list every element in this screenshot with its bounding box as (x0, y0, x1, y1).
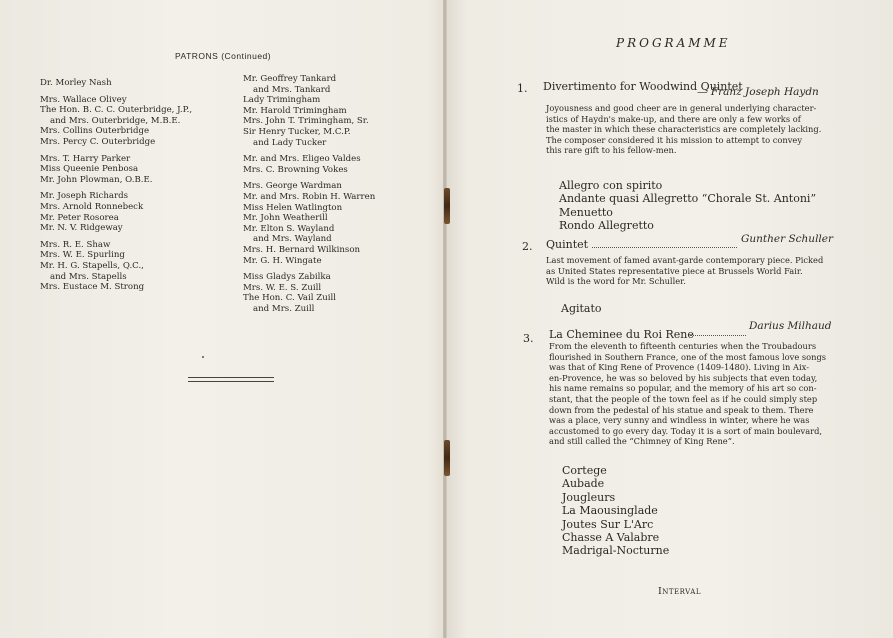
staple-bottom (444, 440, 450, 476)
patron-name: Mrs. George Wardman (243, 181, 342, 192)
description-line: From the eleventh to fifteenth centuries when the Troubadours (549, 341, 817, 351)
patron-name: and Mrs. Wayland (253, 234, 332, 245)
patron-name: Mrs. R. E. Shaw (40, 239, 111, 250)
patron-name: Mrs. T. Harry Parker (40, 153, 131, 164)
item-1-description (546, 103, 836, 156)
patron-name: Mr. Geoffrey Tankard (243, 74, 337, 84)
patron-name: Mr. G. H. Wingate (243, 255, 322, 266)
patron-name: Mr. Elton S. Wayland (243, 223, 335, 234)
patron-name: Sir Henry Tucker, M.C.P. (243, 126, 351, 137)
description-line: and still called the “Chimney of King Rene”. (549, 436, 735, 447)
patron-name: and Mrs. Stapells (50, 271, 127, 282)
description-line: was that of King Rene of Provence (1409-1480). Living in Aix- (549, 362, 810, 373)
patron-name: and Mrs. Outerbridge, M.B.E. (50, 115, 181, 126)
description-line: Wild is the word for Mr. Schuller. (546, 276, 686, 287)
patron-name: Mr. and Mrs. Robin H. Warren (243, 191, 376, 202)
patron-name: Mr. N. V. Ridgeway (40, 223, 123, 234)
patron-name: The Hon. C. Vail Zuill (243, 293, 337, 304)
item-1-movements (559, 179, 816, 233)
patron-name: Mrs. Wallace Olivey (40, 94, 127, 105)
item-2-composer: Gunther Schuller (741, 233, 834, 245)
movement-name: Andante quasi Allegretto “Chorale St. Antoni” (559, 192, 817, 206)
patron-name: Mrs. W. E. S. Zuill (243, 282, 322, 293)
movement-name: Cortege (562, 464, 607, 477)
item-1-number: 1. (517, 82, 528, 95)
item-3-description (549, 341, 839, 447)
description-line: Last movement of famed avant-garde contemporary piece. Picked (546, 255, 824, 265)
patrons-column-1 (40, 78, 192, 293)
item-2-movements (561, 302, 602, 315)
decorative-dot (202, 356, 204, 358)
patron-name: Dr. Morley Nash (40, 78, 112, 88)
movement-name: Allegro con spirito (559, 179, 663, 192)
patron-name: Mrs. H. Bernard Wilkinson (243, 244, 361, 255)
item-3-number: 3. (523, 332, 534, 345)
patron-name: Mrs. Arnold Ronnebeck (40, 201, 144, 212)
movement-name: Madrigal-Nocturne (562, 544, 670, 558)
movement-name: Aubade (562, 477, 605, 491)
patron-name: Lady Trimingham (243, 95, 321, 106)
movement-name: Jougleurs (562, 490, 616, 504)
item-3-title: La Cheminee du Roi Rene (549, 328, 694, 341)
patron-name: Mr. John Plowman, O.B.E. (40, 174, 153, 185)
patron-name: Mr. Joseph Richards (40, 191, 129, 202)
movement-name: Rondo Allegretto (559, 219, 654, 233)
patron-name: Mrs. John T. Trimingham, Sr. (243, 116, 369, 127)
patron-name: Mrs. Eustace M. Strong (40, 282, 145, 293)
patron-name: Mrs. Percy C. Outerbridge (40, 136, 156, 147)
patron-name: Miss Gladys Zabilka (243, 272, 331, 283)
patron-name: The Hon. B. C. C. Outerbridge, J.P., (40, 105, 193, 116)
patron-name: Miss Queenie Penbosa (40, 164, 139, 175)
description-line: was a place, very sunny and windless in winter, where he was (549, 415, 810, 426)
patron-name: Mr. Harold Trimingham (243, 105, 347, 116)
patron-name: Mr. and Mrs. Eligeo Valdes (243, 154, 361, 165)
patrons-column-2 (243, 74, 375, 314)
patron-name: Miss Helen Watlington (243, 202, 343, 213)
description-line: down from the pedestal of his statue and speak to them. There (549, 404, 814, 415)
booklet-fold (443, 0, 447, 638)
item-2-description (546, 255, 836, 287)
item-2-number: 2. (522, 240, 533, 253)
movement-name: La Maousinglade (562, 504, 658, 518)
movement-name: Agitato (561, 302, 602, 315)
patron-name: Mr. Peter Rosorea (40, 212, 119, 223)
item-3-composer: Darius Milhaud (749, 320, 832, 332)
description-line: his name remains so popular, and the memory of his art so con- (549, 383, 817, 394)
programme-title: PROGRAMME (616, 36, 731, 50)
patron-name: and Mrs. Tankard (253, 84, 331, 95)
patron-name: and Lady Tucker (253, 137, 327, 148)
patron-name: and Mrs. Zuill (253, 303, 315, 314)
movement-name: Menuetto (559, 205, 613, 219)
item-1-composer: — Franz Joseph Haydn (697, 86, 819, 98)
double-rule-divider (188, 377, 274, 382)
description-line: the master in which these characteristics are completely lacking. (546, 124, 822, 135)
patron-name: Mrs. W. E. Spurling (40, 250, 125, 261)
item-2-leader-dots (592, 246, 737, 248)
description-line: The composer considered it his mission to attempt to convey (546, 134, 803, 145)
staple-top (444, 188, 450, 224)
description-line: as United States representative piece at Brussels World Fair. (546, 265, 803, 276)
patron-name: Mrs. C. Browning Vokes (243, 164, 348, 175)
item-1-title: Divertimento for Woodwind Quintet (543, 80, 743, 93)
description-line: accustomed to go every day. Today it is a sort of main boulevard, (549, 425, 823, 436)
description-line: en-Provence, he was so beloved by his subjects that even today, (549, 372, 818, 383)
description-line: this rare gift to his fellow-men. (546, 145, 677, 156)
patron-name: Mr. H. G. Stapells, Q.C., (40, 260, 144, 271)
movement-name: Chasse A Valabre (562, 531, 660, 545)
item-3-leader-dots (690, 334, 746, 336)
description-line: istics of Haydn's make-up, and there are only a few works of (546, 113, 801, 124)
description-line: Joyousness and good cheer are in general underlying character- (546, 103, 817, 113)
interval-label: Interval (658, 586, 701, 597)
patrons-title: PATRONS (Continued) (175, 51, 272, 61)
patron-name: Mr. John Weatherill (243, 213, 328, 224)
movement-name: Joutes Sur L'Arc (562, 517, 654, 531)
item-2-title: Quintet (546, 238, 589, 251)
item-3-movements (562, 464, 669, 558)
description-line: flourished in Southern France, one of the most famous love songs (549, 351, 827, 362)
patron-name: Mrs. Collins Outerbridge (40, 126, 150, 137)
description-line: stant, that the people of the town feel as if he could simply step (549, 393, 818, 404)
